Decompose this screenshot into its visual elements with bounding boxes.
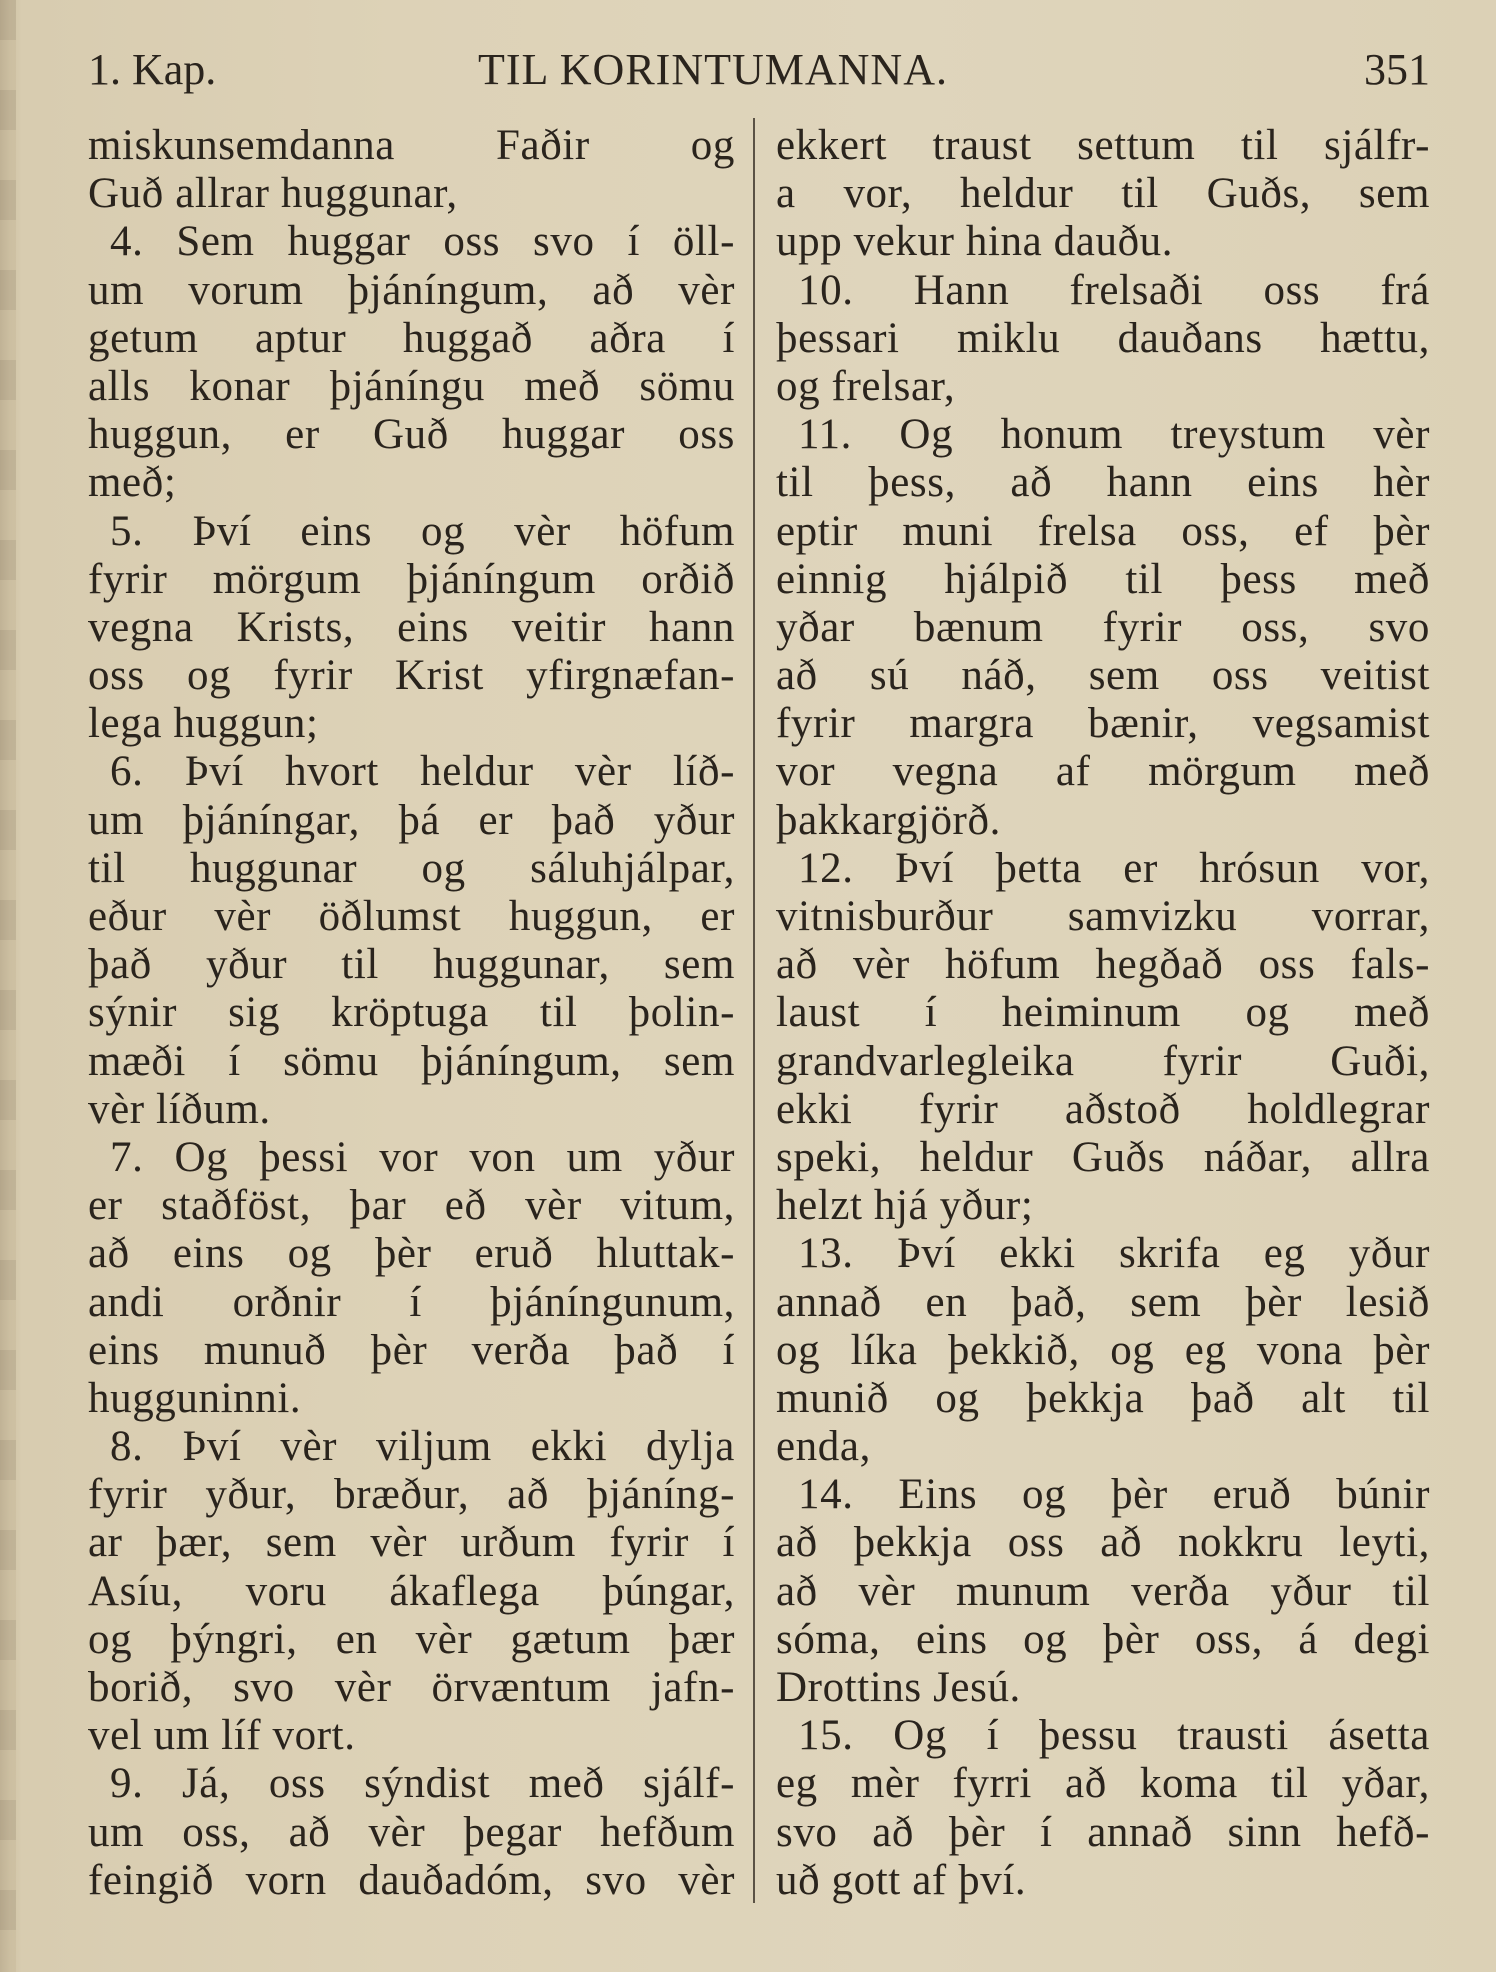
text-line: miskunsemdanna Faðir og	[88, 122, 735, 169]
text-line: oss og fyrir Krist yfirgnæfan-	[88, 652, 735, 700]
text-line: 13. Því ekki skrifa eg yður	[798, 1230, 1430, 1278]
text-line: lega huggun;	[88, 700, 319, 748]
text-line: 11. Og honum treystum vèr	[798, 411, 1430, 459]
text-line: vor vegna af mörgum með	[776, 748, 1430, 796]
text-line: borið, svo vèr örvæntum jafn-	[88, 1664, 735, 1711]
text-line: Drottins Jesú.	[776, 1664, 1021, 1711]
text-line: er staðföst, þar eð vèr vitum,	[88, 1182, 735, 1230]
text-line: sýnir sig kröptuga til þolin-	[88, 989, 735, 1037]
text-line: 9. Já, oss sýndist með sjálf-	[110, 1760, 735, 1808]
text-line: 10. Hann frelsaði oss frá	[798, 266, 1430, 314]
running-header	[88, 44, 1430, 104]
text-line: vitnisburður samvizku vorrar,	[776, 893, 1430, 940]
verse-paragraph	[776, 1712, 1430, 1905]
text-line: eins munuð þèr verða það í	[88, 1326, 735, 1374]
text-line: eg mèr fyrri að koma til yðar,	[776, 1760, 1430, 1808]
text-line: svo að þèr í annað sinn hefð-	[776, 1808, 1430, 1856]
text-line: sóma, eins og þèr oss, á degi	[776, 1615, 1430, 1663]
text-line: enda,	[776, 1423, 871, 1471]
text-line: til þess, að hann eins hèr	[776, 459, 1430, 507]
text-line: það yður til huggunar, sem	[88, 941, 735, 989]
text-line: þessari miklu dauðans hættu,	[776, 314, 1430, 362]
text-line: alls konar þjáníngu með sömu	[88, 362, 735, 410]
text-line: 14. Eins og þèr eruð búnir	[798, 1471, 1430, 1519]
text-line: eður vèr öðlumst huggun, er	[88, 893, 735, 940]
text-line: vèr líðum.	[88, 1085, 271, 1133]
text-line: huggun, er Guð huggar oss	[88, 411, 735, 459]
text-line: ar þær, sem vèr urðum fyrir í	[88, 1519, 735, 1567]
text-line: ekki fyrir aðstoð holdlegrar	[776, 1085, 1430, 1133]
text-line: eptir muni frelsa oss, ef þèr	[776, 507, 1430, 555]
text-line: upp vekur hina dauðu.	[776, 218, 1174, 266]
column-divider	[753, 118, 755, 1903]
text-line: helzt hjá yður;	[776, 1182, 1034, 1230]
verse-paragraph	[776, 1471, 1430, 1712]
text-line: hugguninni.	[88, 1374, 302, 1422]
text-line: uð gott af því.	[776, 1856, 1027, 1904]
text-line: að þekkja oss að nokkru leyti,	[776, 1519, 1430, 1567]
verse-paragraph	[88, 1134, 735, 1423]
text-line: að eins og þèr eruð hluttak-	[88, 1230, 735, 1278]
text-line: einnig hjálpið til þess með	[776, 555, 1430, 603]
text-line: Asíu, voru ákaflega þúngar,	[88, 1567, 735, 1615]
text-line: a vor, heldur til Guðs, sem	[776, 170, 1430, 218]
text-line: 5. Því eins og vèr höfum	[110, 507, 735, 555]
text-line: feingið vorn dauðadóm, svo vèr	[88, 1856, 735, 1904]
text-line: og líka þekkið, og eg vona þèr	[776, 1326, 1430, 1374]
text-line: vegna Krists, eins veitir hann	[88, 603, 735, 651]
right-column	[776, 122, 1430, 1905]
verse-paragraph	[88, 218, 735, 507]
text-line: yðar bænum fyrir oss, svo	[776, 603, 1430, 651]
text-line: speki, heldur Guðs náðar, allra	[776, 1133, 1430, 1181]
text-line: 8. Því vèr viljum ekki dylja	[110, 1423, 735, 1471]
text-line: annað en það, sem þèr lesið	[776, 1278, 1430, 1326]
text-line: 12. Því þetta er hrósun vor,	[798, 844, 1430, 892]
text-line: fyrir mörgum þjáníngum orðið	[88, 555, 735, 603]
text-line: 6. Því hvort heldur vèr líð-	[110, 748, 735, 796]
verse-paragraph	[88, 508, 735, 749]
text-line: 4. Sem huggar oss svo í öll-	[110, 218, 735, 266]
verse-paragraph	[776, 845, 1430, 1231]
verse-paragraph	[88, 122, 735, 218]
text-line: að sú náð, sem oss veitist	[776, 652, 1430, 700]
text-line: og frelsar,	[776, 362, 956, 410]
text-line: þakkargjörð.	[776, 796, 1001, 844]
left-column	[88, 122, 735, 1905]
text-line: vel um líf vort.	[88, 1712, 356, 1760]
page-number: 351	[1364, 45, 1430, 94]
text-line: fyrir yður, bræður, að þjáníng-	[88, 1471, 735, 1519]
verse-paragraph	[776, 122, 1430, 267]
page-title: TIL KORINTUMANNA.	[478, 45, 948, 94]
text-line: laust í heiminum og með	[776, 989, 1430, 1037]
text-line: og þýngri, en vèr gætum þær	[88, 1615, 735, 1663]
text-line: grandvarlegleika fyrir Guði,	[776, 1037, 1430, 1085]
text-line: að vèr munum verða yður til	[776, 1567, 1430, 1615]
text-line: andi orðnir í þjáníngunum,	[88, 1278, 735, 1326]
book-binding-edge	[0, 0, 16, 1972]
text-line: að vèr höfum hegðað oss fals-	[776, 941, 1430, 989]
text-line: getum aptur huggað aðra í	[88, 314, 735, 362]
text-line: 15. Og í þessu trausti ásetta	[798, 1712, 1430, 1760]
text-line: fyrir margra bænir, vegsamist	[776, 700, 1430, 748]
text-line: um vorum þjáníngum, að vèr	[88, 266, 735, 314]
text-line: með;	[88, 459, 177, 507]
text-line: til huggunar og sáluhjálpar,	[88, 844, 735, 892]
verse-paragraph	[776, 1230, 1430, 1471]
text-line: 7. Og þessi vor von um yður	[110, 1133, 735, 1181]
verse-paragraph	[88, 1423, 735, 1760]
text-line: munið og þekkja það alt til	[776, 1374, 1430, 1422]
text-line: ekkert traust settum til sjálfr-	[776, 122, 1430, 169]
verse-paragraph	[88, 1760, 735, 1905]
text-line: um þjáníngar, þá er það yður	[88, 796, 735, 844]
chapter-label: 1. Kap.	[88, 45, 217, 94]
text-line: mæði í sömu þjáníngum, sem	[88, 1037, 735, 1085]
verse-paragraph	[776, 411, 1430, 845]
text-line: Guð allrar huggunar,	[88, 170, 458, 218]
verse-paragraph	[776, 267, 1430, 412]
text-line: um oss, að vèr þegar hefðum	[88, 1808, 735, 1856]
verse-paragraph	[88, 748, 735, 1134]
